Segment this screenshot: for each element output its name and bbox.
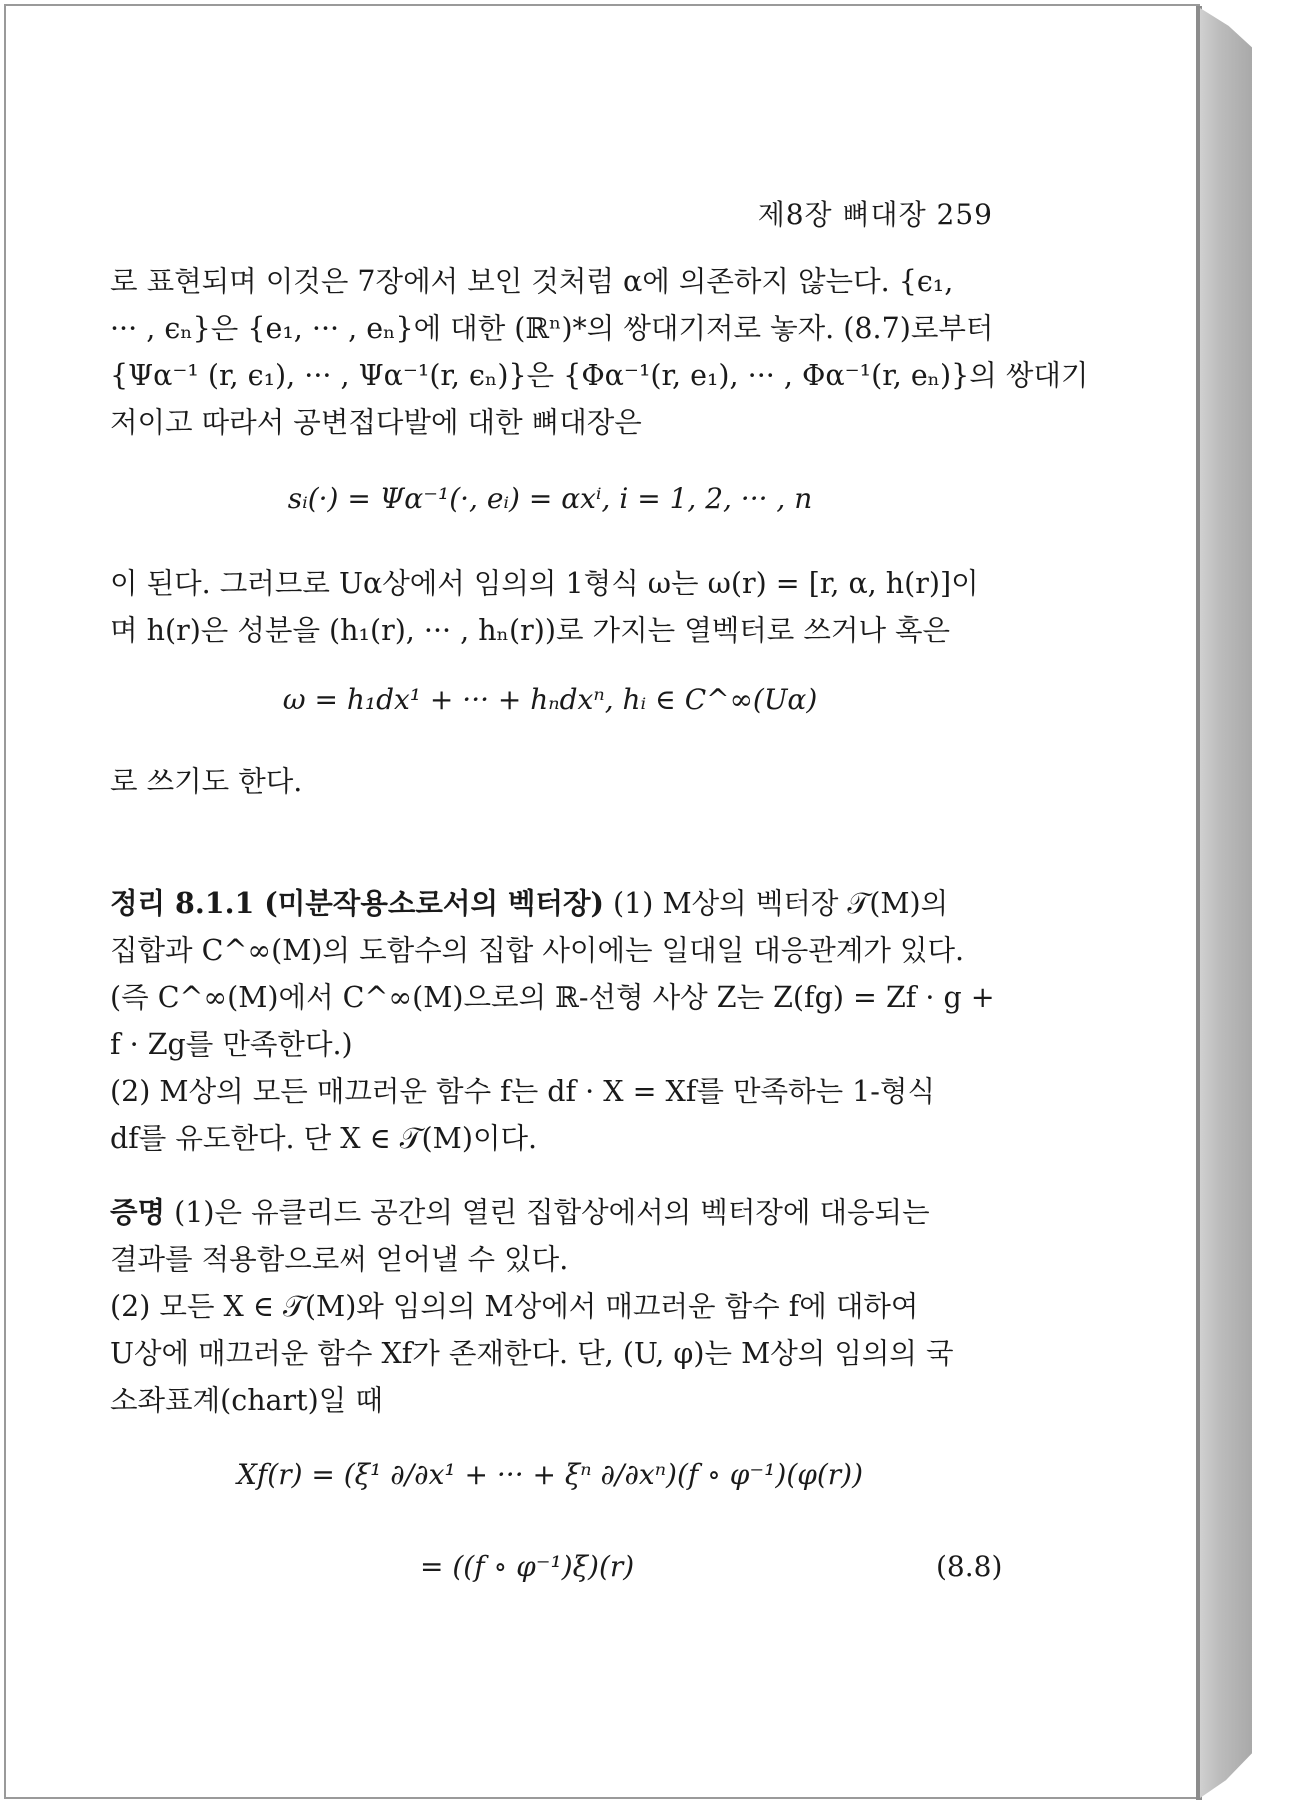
paragraph1-line3: {Ψα⁻¹ (r, ϵ₁), ··· , Ψα⁻¹(r, ϵₙ)}은 {Φα⁻¹(r, e₁), ··· , Φα⁻¹(r, eₙ)}의 쌍대기 xyxy=(110,359,1089,392)
theorem-line2: 집합과 C^∞(M)의 도함수의 집합 사이에는 일대일 대응관계가 있다. xyxy=(110,934,965,967)
paragraph1-line1: 로 표현되며 이것은 7장에서 보인 것처럼 α에 의존하지 않는다. {ϵ₁, xyxy=(110,265,954,298)
paragraph2-line1: 이 된다. 그러므로 Uα상에서 임의의 1형식 ω는 ω(r) = [r, α, h(r)]이 xyxy=(110,567,979,600)
running-head: 제8장 뼈대장 259 xyxy=(757,198,993,231)
equation-omega: ω = h₁dx¹ + ··· + hₙdxⁿ, hᵢ ∈ C^∞(Uα) xyxy=(282,683,818,716)
theorem-line5: (2) M상의 모든 매끄러운 함수 f는 df · X = Xf를 만족하는 1-형식 xyxy=(110,1075,935,1108)
equation-number: (8.8) xyxy=(936,1550,1003,1583)
proof-line3: (2) 모든 X ∈ 𝒯(M)와 임의의 M상에서 매끄러운 함수 f에 대하여 xyxy=(110,1290,919,1323)
theorem-title: 정리 8.1.1 (미분작용소로서의 벡터장) xyxy=(110,886,604,920)
theorem-line1 xyxy=(110,880,990,927)
proof-line1 xyxy=(110,1189,990,1236)
equation-8-8: = ((f ∘ φ⁻¹)ξ)(r) xyxy=(420,1550,635,1583)
equation-si: sᵢ(·) = Ψα⁻¹(·, eᵢ) = αxⁱ, i = 1, 2, ··· , n xyxy=(287,482,813,515)
book-spine xyxy=(1200,8,1252,1798)
theorem-line4: f · Zg를 만족한다.) xyxy=(110,1028,353,1061)
paragraph1-line2: ··· , ϵₙ}은 {e₁, ··· , eₙ}에 대한 (ℝⁿ)*의 쌍대기저로 놓자. (8.7)로부터 xyxy=(110,312,994,345)
proof-label: 증명 xyxy=(110,1195,166,1229)
proof-line5: 소좌표계(chart)일 때 xyxy=(110,1384,383,1417)
theorem-line6: df를 유도한다. 단 X ∈ 𝒯(M)이다. xyxy=(110,1122,538,1155)
paragraph3: 로 쓰기도 한다. xyxy=(110,765,303,798)
proof-line2: 결과를 적용함으로써 얻어낼 수 있다. xyxy=(110,1243,569,1276)
equation-xf: Xf(r) = (ξ¹ ∂/∂x¹ + ··· + ξⁿ ∂/∂xⁿ)(f ∘ φ⁻¹)(φ(r)) xyxy=(236,1458,864,1491)
theorem-line1-rest: (1) M상의 벡터장 𝒯(M)의 xyxy=(603,887,949,920)
theorem-line3: (즉 C^∞(M)에서 C^∞(M)으로의 ℝ-선형 사상 Z는 Z(fg) = Zf · g + xyxy=(110,981,995,1014)
proof-line4: U상에 매끄러운 함수 Xf가 존재한다. 단, (U, φ)는 M상의 임의의 국 xyxy=(110,1337,954,1370)
proof-line1-rest: (1)은 유클리드 공간의 열린 집합상에서의 벡터장에 대응되는 xyxy=(165,1196,930,1229)
paragraph1-line4: 저이고 따라서 공변접다발에 대한 뼈대장은 xyxy=(110,406,642,439)
paragraph2-line2: 며 h(r)은 성분을 (h₁(r), ··· , hₙ(r))로 가지는 열벡터로 쓰거나 혹은 xyxy=(110,614,951,647)
